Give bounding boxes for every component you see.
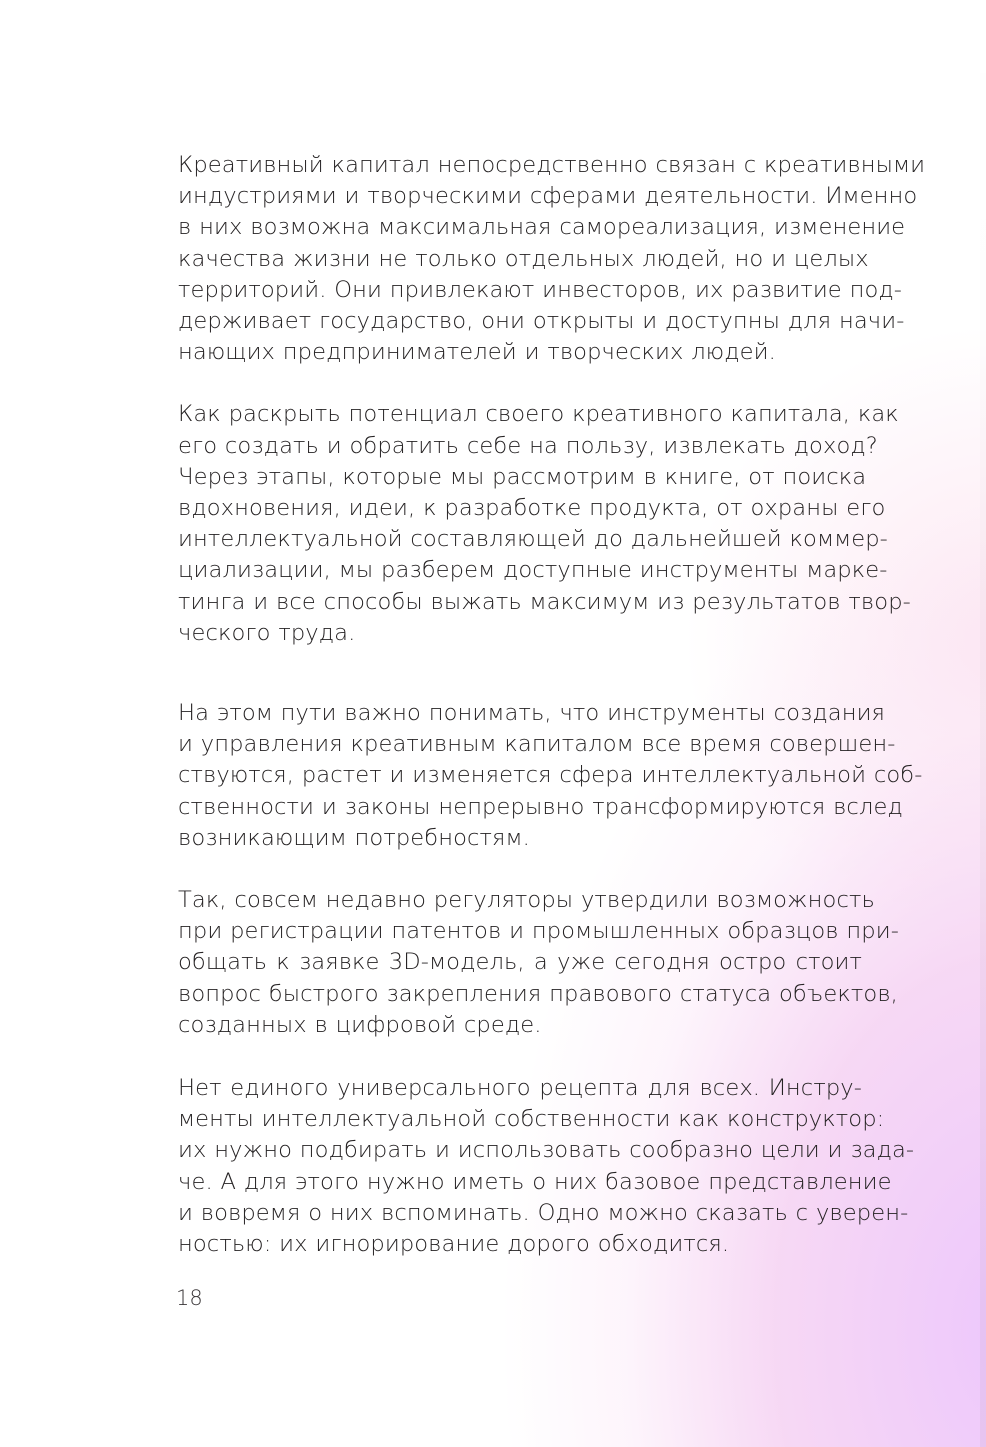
text-line: их нужно подбирать и использовать сообразно цели и зада- bbox=[178, 1137, 915, 1164]
paragraph-creative-capital bbox=[178, 150, 926, 368]
paragraph-no-universal-recipe bbox=[178, 1073, 915, 1260]
text-line: вопрос быстрого закрепления правового статуса объектов, bbox=[178, 980, 898, 1007]
text-line: че. А для этого нужно иметь о них базовое представление bbox=[178, 1168, 892, 1195]
text-line: циализации, мы разберем доступные инструменты марке- bbox=[178, 557, 888, 584]
text-line: Как раскрыть потенциал своего креативного капитала, как bbox=[178, 401, 899, 428]
text-line: Через этапы, которые мы рассмотрим в книге, от поиска bbox=[178, 463, 867, 490]
body-text bbox=[178, 150, 926, 1260]
text-line: созданных в цифровой среде. bbox=[178, 1011, 542, 1038]
text-line: ностью: их игнорирование дорого обходится. bbox=[178, 1231, 730, 1258]
text-line: его создать и обратить себе на пользу, извлекать доход? bbox=[178, 432, 878, 459]
paragraph-tools-evolve bbox=[178, 698, 923, 854]
text-line: территорий. Они привлекают инвесторов, их развитие под- bbox=[178, 276, 903, 303]
text-line: ственности и законы непрерывно трансформируются вслед bbox=[178, 793, 903, 820]
text-line: качества жизни не только отдельных людей, но и целых bbox=[178, 245, 869, 272]
text-line: и управления креативным капиталом все время совершен- bbox=[178, 731, 896, 758]
text-line: На этом пути важно понимать, что инструменты создания bbox=[178, 700, 886, 727]
text-line: Так, совсем недавно регуляторы утвердили возможность bbox=[178, 887, 875, 914]
text-line: вдохновения, идеи, к разработке продукта, от охраны его bbox=[178, 495, 886, 522]
text-line: общать к заявке 3D-модель, а уже сегодня остро стоит bbox=[178, 949, 862, 976]
text-line: возникающим потребностям. bbox=[178, 824, 530, 851]
paragraph-unlock-potential bbox=[178, 399, 911, 649]
text-line: ствуются, растет и изменяется сфера интеллектуальной соб- bbox=[178, 762, 923, 789]
text-line: держивает государство, они открыты и доступны для начи- bbox=[178, 308, 905, 335]
text-line: менты интеллектуальной собственности как конструктор: bbox=[178, 1106, 885, 1133]
text-line: ческого труда. bbox=[178, 619, 356, 646]
paragraph-regulators bbox=[178, 885, 899, 1041]
text-line: нающих предпринимателей и творческих людей. bbox=[178, 339, 776, 366]
text-line: интеллектуальной составляющей до дальнейшей коммер- bbox=[178, 526, 888, 553]
text-line: Нет единого универсального рецепта для всех. Инстру- bbox=[178, 1075, 862, 1102]
text-line: Креативный капитал непосредственно связан с креативными bbox=[178, 152, 926, 178]
text-line: в них возможна максимальная самореализация, изменение bbox=[178, 214, 906, 241]
text-line: индустриями и творческими сферами деятельности. Именно bbox=[178, 183, 918, 210]
text-line: при регистрации патентов и промышленных образцов при- bbox=[178, 918, 899, 945]
text-line: и вовремя о них вспоминать. Одно можно сказать с уверен- bbox=[178, 1199, 909, 1226]
page-number: 18 bbox=[176, 1286, 203, 1310]
text-line: тинга и все способы выжать максимум из результатов твор- bbox=[178, 588, 911, 615]
